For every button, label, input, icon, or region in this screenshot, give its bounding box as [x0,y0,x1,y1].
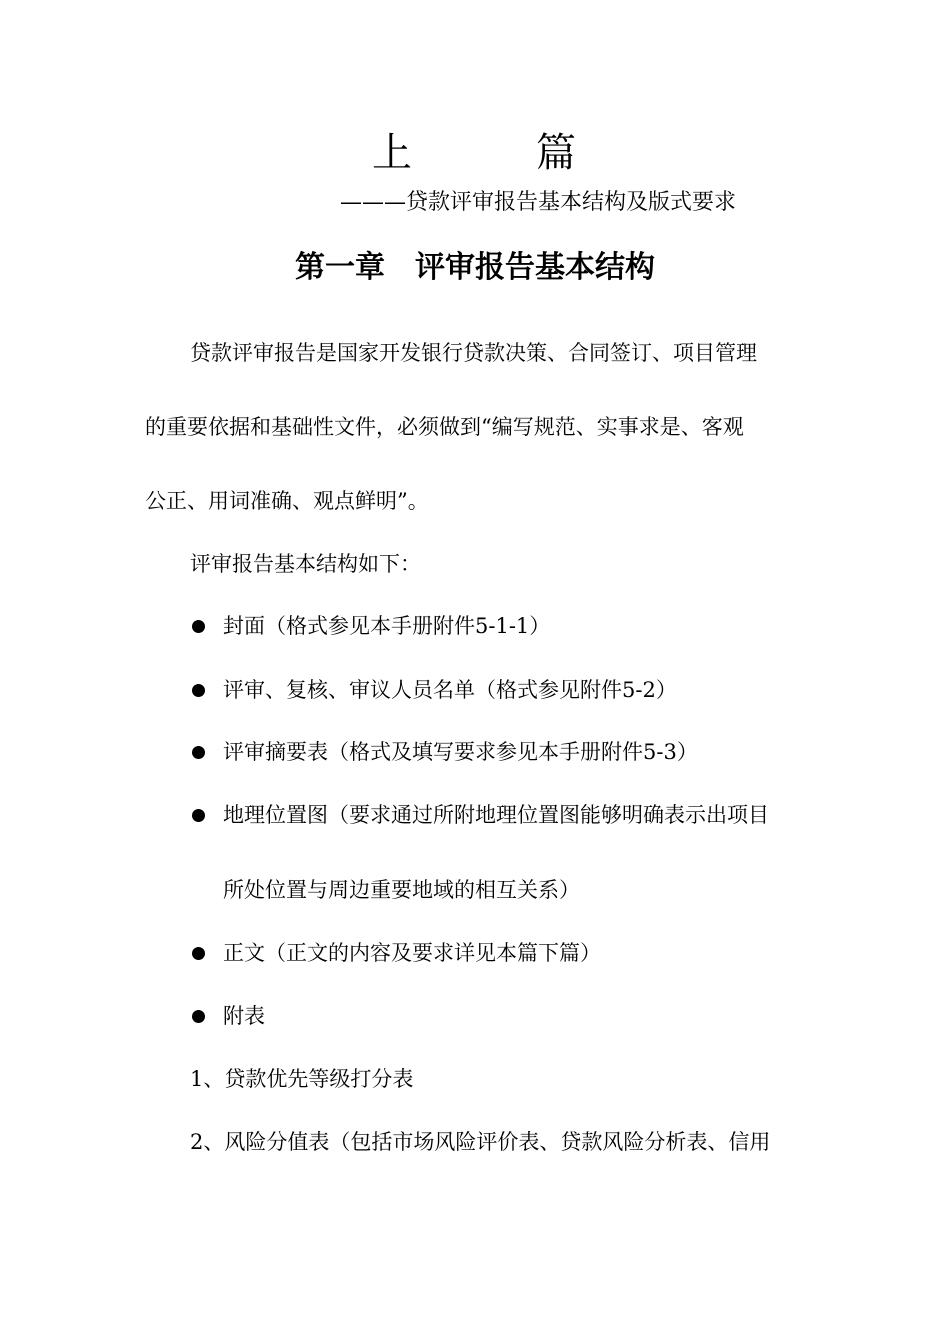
bullet-dot [192,620,205,633]
bullet-dot [192,1010,205,1023]
bullet-item: 评审、复核、审议人员名单（格式参见附件5-2） [223,678,677,702]
bullet-item: 正文（正文的内容及要求详见本篇下篇） [223,941,601,965]
bullet-item: 地理位置图（要求通过所附地理位置图能够明确表示出项目 [223,803,769,827]
numbered-item: 2、风险分值表（包括市场风险评价表、贷款风险分析表、信用 [190,1130,771,1154]
bullet-dot [192,684,205,697]
intro-line-3: 公正、用词准确、观点鲜明”。 [145,489,429,513]
bullet-dot [192,746,205,759]
bullet-item: 附表 [223,1004,265,1028]
intro-line-1: 贷款评审报告是国家开发银行贷款决策、合同签订、项目管理 [190,341,757,365]
part-title [0,128,950,178]
chapter-title: 第一章 评审报告基本结构 [295,250,655,285]
numbered-item: 1、贷款优先等级打分表 [190,1067,414,1091]
bullet-dot [192,947,205,960]
intro-line-2: 的重要依据和基础性文件，必须做到“编写规范、实事求是、客观 [145,415,744,439]
bullet-dot [192,809,205,822]
bullet-item: 封面（格式参见本手册附件5-1-1） [223,614,551,638]
part-title-char-2: 篇 [536,130,576,176]
part-title-char-1: 上 [372,130,412,176]
structure-lead: 评审报告基本结构如下： [190,552,421,576]
bullet-item: 评审摘要表（格式及填写要求参见本手册附件5-3） [223,740,698,764]
part-subtitle: ———贷款评审报告基本结构及版式要求 [340,190,737,215]
bullet-item-continuation: 所处位置与周边重要地域的相互关系） [223,878,580,902]
